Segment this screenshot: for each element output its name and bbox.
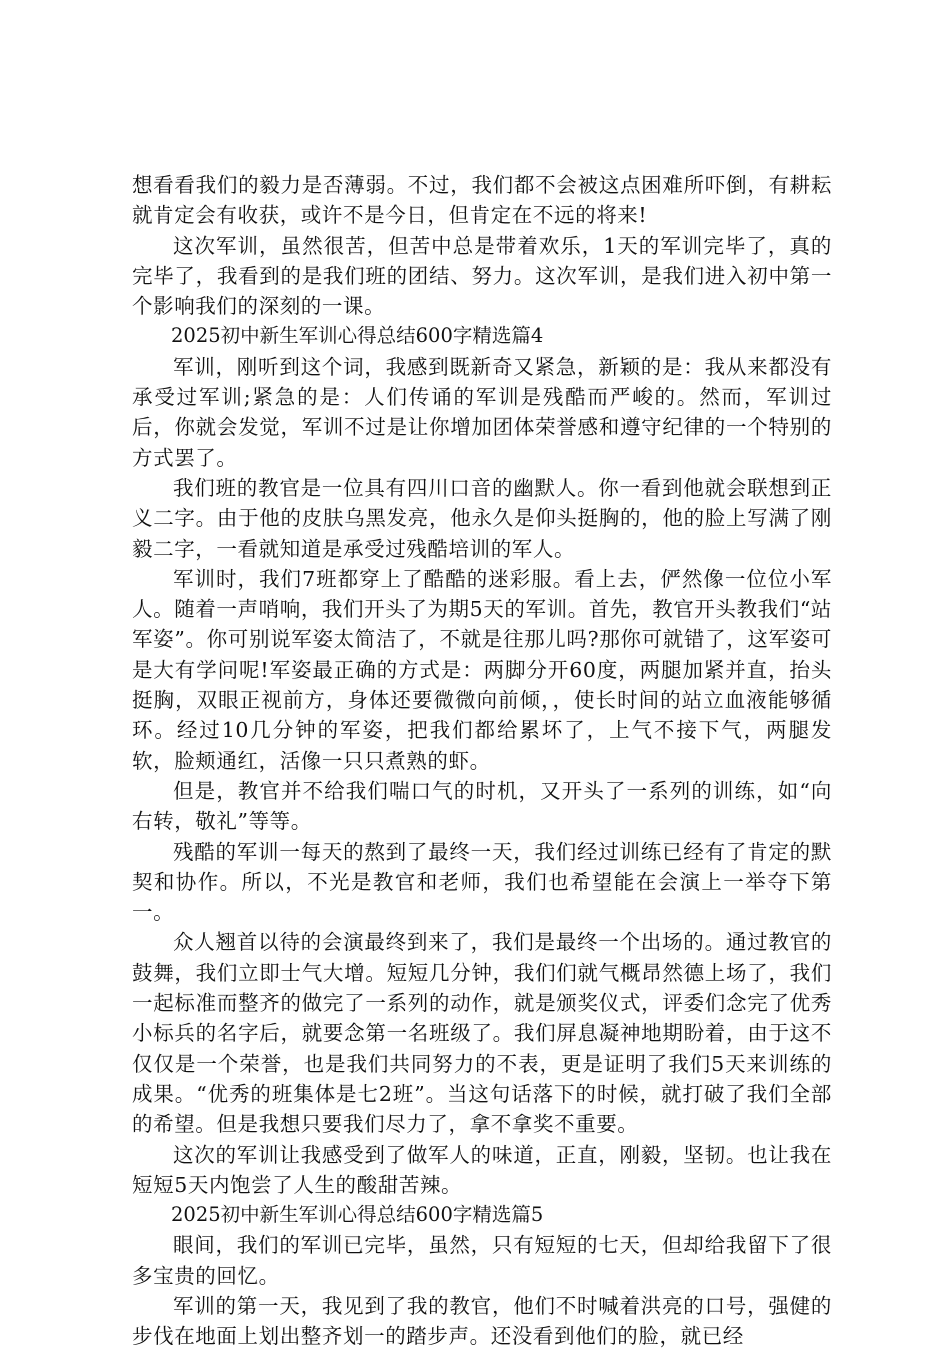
body-paragraph: 眼间，我们的军训已完毕，虽然，只有短短的七天，但却给我留下了很多宝贵的回忆。 [132, 1233, 832, 1288]
body-paragraph: 这次军训，虽然很苦，但苦中总是带着欢乐，1天的军训完毕了，真的完毕了，我看到的是我们班的团结、努力。这次军训，是我们进入初中第一个影响我们的深刻的一课。 [132, 233, 832, 319]
body-paragraph: 军训的第一天，我见到了我的教官，他们不时喊着洪亮的口号，强健的步伐在地面上划出整齐划一的踏步声。还没看到他们的脸，就已经 [132, 1293, 832, 1349]
body-paragraph: 军训时，我们7班都穿上了酷酷的迷彩服。看上去，俨然像一位位小军人。随着一声哨响，我们开头了为期5天的军训。首先，教官开头教我们“站军姿”。你可别说军姿太简洁了，不就是往那儿吗?那你可就错了，这军姿可是大有学问呢!军姿最正确的方式是：两脚分开60度，两腿加紧并直，抬头挺胸，双眼正视前方，身体还要微微向前倾，，使长时间的站立血液能够循环。经过10几分钟的军姿，把我们都给累坏了，上气不接下气，两腿发软，脸颊通红，活像一只只煮熟的虾。 [132, 566, 832, 773]
continuation-paragraph: 想看看我们的毅力是否薄弱。不过，我们都不会被这点困难所吓倒，有耕耘就肯定会有收获，或许不是今日，但肯定在不远的将来! [132, 173, 832, 228]
body-paragraph: 但是，教官并不给我们喘口气的时机，又开头了一系列的训练，如“向右转，敬礼”等等。 [132, 778, 832, 834]
body-paragraph: 这次的军训让我感受到了做军人的味道，正直，刚毅，坚韧。也让我在短短5天内饱尝了人生的酸甜苦辣。 [132, 1142, 832, 1197]
section-heading: 2025初中新生军训心得总结600字精选篇5 [171, 1203, 544, 1227]
body-paragraph: 军训，刚听到这个词，我感到既新奇又紧急，新颖的是：我从来都没有承受过军训;紧急的是：人们传诵的军训是残酷而严峻的。然而，军训过后，你就会发觉，军训不过是让你增加团体荣誉感和遵守纪律的一个特别的方式罢了。 [132, 354, 832, 470]
document-page [132, 170, 832, 1352]
body-paragraph: 我们班的教官是一位具有四川口音的幽默人。你一看到他就会联想到正义二字。由于他的皮肤乌黑发亮，他永久是仰头挺胸的，他的脸上写满了刚毅二字，一看就知道是承受过残酷培训的军人。 [132, 475, 832, 561]
body-paragraph: 残酷的军训一每天的熬到了最终一天，我们经过训练已经有了肯定的默契和协作。所以，不光是教官和老师，我们也希望能在会演上一举夺下第一。 [132, 839, 832, 925]
section-heading: 2025初中新生军训心得总结600字精选篇4 [171, 324, 544, 348]
body-paragraph: 众人翘首以待的会演最终到来了，我们是最终一个出场的。通过教官的鼓舞，我们立即士气大增。短短几分钟，我们们就气概昂然德上场了，我们一起标准而整齐的做完了一系列的动作，就是颁奖仪式，评委们念完了优秀小标兵的名字后，就要念第一名班级了。我们屏息凝神地期盼着，由于这不仅仅是一个荣誉，也是我们共同努力的不表，更是证明了我们5天来训练的成果。“优秀的班集体是七2班”。当这句话落下的时候，就打破了我们全部的希望。但是我想只要我们尽力了，拿不拿奖不重要。 [132, 930, 832, 1137]
